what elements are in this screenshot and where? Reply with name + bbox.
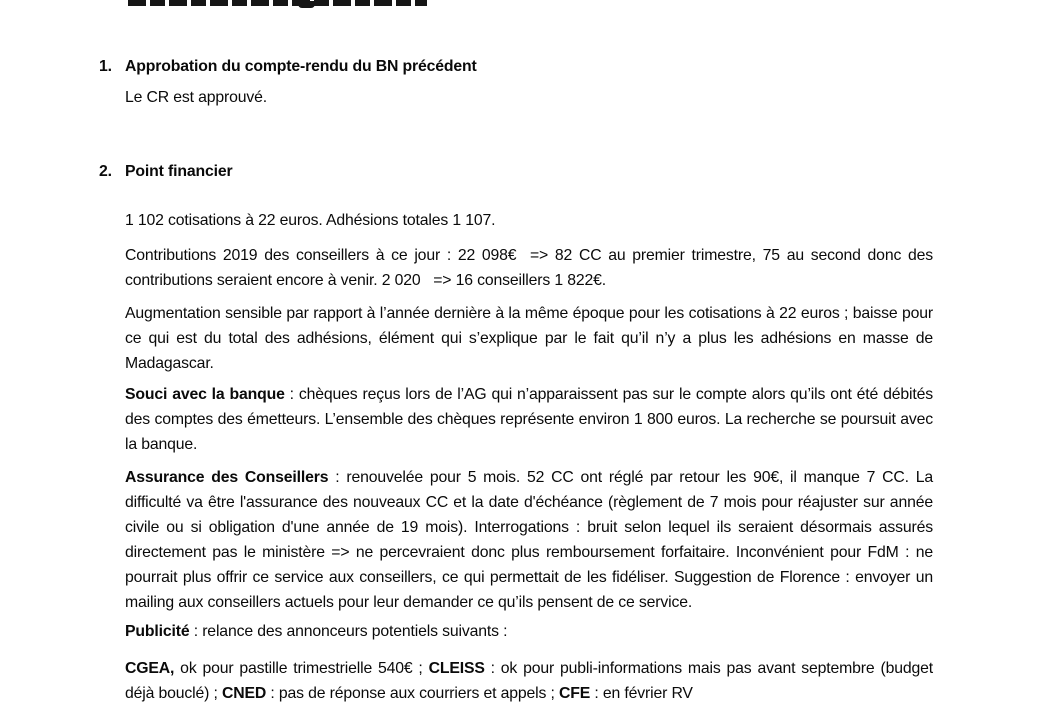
text-segment: : en février RV [590, 685, 693, 702]
bold-text-segment: CNED [221, 685, 267, 702]
paragraph-assurance [125, 465, 933, 615]
text-segment: Augmentation sensible par rapport à l’année dernière à la même époque pour les cotisations à 22 euros ; baisse pour ce qui est du total des adhésions, élément qui s’explique par le fait qu’il n’y a plus les adhésions en masse de Madagascar. [125, 305, 933, 372]
bold-text-segment: Souci avec la banque [125, 386, 285, 403]
paragraph-cr-approuve [125, 85, 933, 110]
text-segment: : chèques reçus lors de l’AG qui n’apparaissent pas sur le compte alors qu’ils ont été débités des comptes des émetteurs. L’ensemble des chèques représente environ 1 800 euros. La recherche se poursuit avec la banque. [125, 386, 933, 453]
text-segment: : relance des annonceurs potentiels suivants : [189, 623, 508, 640]
text-segment: : pas de réponse aux courriers et appels ; [266, 685, 559, 702]
paragraph-contributions [125, 243, 933, 293]
section-title: Approbation du compte-rendu du BN précédent [125, 58, 477, 75]
paragraph-souci-banque [125, 382, 933, 457]
bold-text-segment: CLEISS [428, 660, 485, 677]
bold-text-segment: Publicité [125, 623, 190, 640]
paragraph-cotisations [125, 208, 933, 233]
text-segment: Le CR est approuvé. [125, 89, 268, 106]
document-content [99, 54, 933, 706]
section-approbation [99, 54, 933, 110]
text-segment: ok pour pastille trimestrielle 540€ ; [174, 660, 429, 677]
paragraph-augmentation [125, 301, 933, 376]
section-point-financier [99, 159, 933, 706]
paragraph-annonceurs [125, 656, 933, 706]
bold-text-segment: CGEA, [125, 660, 175, 677]
section-number: 1. [99, 58, 112, 75]
text-segment: : renouvelée pour 5 mois. 52 CC ont réglé par retour les 90€, il manque 7 CC. La difficulté va être l'assurance des nouveaux CC et la date d'échéance (règlement de 7 mois pour réajuster sur année civile ou si obligation d'une année de 19 mois). Interrogations : bruit selon lequel ils seraient désormais assurés directement pas le ministère => ne percevraient donc plus remboursement forfaitaire. Inconvénient pour FdM : ne pourrait plus offrir ce service aux conseillers, ce qui permettait de les fidéliser. Suggestion de Florence : envoyer un mailing aux conseillers actuels pour leur demander ce qu’ils pensent de ce service. [125, 469, 933, 611]
text-segment: : ok pour publi-informations mais pas avant septembre (budget déjà bouclé) ; [125, 660, 933, 702]
section-title: Point financier [125, 163, 233, 180]
bold-text-segment: CFE [559, 685, 591, 702]
text-segment: Contributions 2019 des conseillers à ce jour : 22 098€ => 82 CC au premier trimestre, 75 au second donc des contributions seraient encore à venir. 2 020 => 16 conseillers 1 822€. [125, 247, 933, 289]
clipped-top-text-artifact [128, 0, 427, 6]
text-segment: 1 102 cotisations à 22 euros. Adhésions totales 1 107. [125, 212, 496, 229]
paragraph-publicite [125, 619, 933, 644]
section-heading-approbation [99, 54, 933, 79]
section-heading-point-financier [99, 159, 933, 184]
bold-text-segment: Assurance des Conseillers [125, 469, 329, 486]
section-number: 2. [99, 163, 112, 180]
